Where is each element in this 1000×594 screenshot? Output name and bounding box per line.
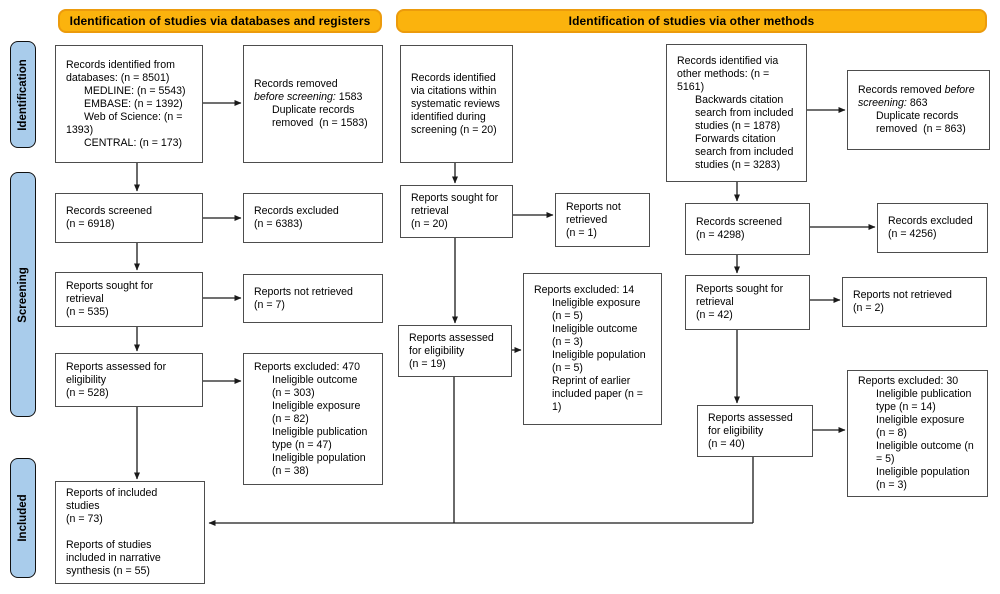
box-text-line: search from included xyxy=(695,106,794,119)
box-text-line: (n = 38) xyxy=(272,464,309,477)
box-text-line: databases: (n = 8501) xyxy=(66,71,170,84)
box-text-line: Ineligible publication xyxy=(876,388,972,400)
box-text-line: (n = 19) xyxy=(409,357,446,370)
box-text-line: before screening: 1583 xyxy=(254,91,363,103)
box-records-removed-before-screening-databases xyxy=(243,45,383,163)
box-reports-not-retrieved-databases xyxy=(243,274,383,323)
box-records-removed-before-screening-other xyxy=(847,70,990,150)
box-text-line: Reports excluded: 30 xyxy=(858,375,959,387)
box-records-excluded-databases xyxy=(243,193,383,243)
box-records-screened-databases xyxy=(55,193,203,243)
box-text-line: (n = 4298) xyxy=(696,229,745,241)
box-reports-sought-citations xyxy=(400,185,513,238)
box-reports-excluded-other xyxy=(847,370,988,497)
box-reports-excluded-citations xyxy=(523,273,662,425)
box-reports-included xyxy=(55,481,205,584)
box-text-line: screening (n = 20) xyxy=(411,123,497,136)
box-text-line: (n = 4256) xyxy=(888,228,937,240)
box-records-screened-other xyxy=(685,203,810,255)
box-text-line xyxy=(66,526,200,539)
box-text-line: retrieval xyxy=(411,205,449,217)
box-text-line: Ineligible population xyxy=(552,349,646,361)
box-text-line: (n = 7) xyxy=(254,298,285,311)
box-text-line: Ineligible outcome xyxy=(272,373,358,386)
box-text-line: studies xyxy=(66,500,100,512)
box-text-line: (n = 303) xyxy=(272,386,315,399)
box-text-line: Reports sought for xyxy=(66,280,154,292)
box-reports-sought-databases xyxy=(55,272,203,327)
box-text-line: (n = 6918) xyxy=(66,218,115,230)
box-text-line: Backwards citation xyxy=(695,93,784,106)
box-text-line: Records removed xyxy=(254,78,338,90)
box-records-identified-citations xyxy=(400,45,513,163)
box-text-line: studies (n = 1878) xyxy=(695,119,781,132)
box-text-line: removed (n = 1583) xyxy=(272,117,368,129)
stage-included-label: Included xyxy=(17,494,29,542)
box-text-line: eligibility xyxy=(66,373,107,386)
box-text-line: Records excluded xyxy=(254,205,339,217)
box-text-line: Reports not xyxy=(566,200,621,213)
box-text-line: Ineligible population xyxy=(272,451,366,464)
box-text-line: included in narrative xyxy=(66,552,161,564)
box-text-line: Ineligible exposure xyxy=(272,399,361,412)
box-records-excluded-other xyxy=(877,203,988,253)
box-text-line: Ineligible publication xyxy=(272,425,368,438)
box-text-line: systematic reviews xyxy=(411,97,500,110)
box-text-line: other methods: (n = xyxy=(677,67,770,80)
header-databases-registers: Identification of studies via databases and registers xyxy=(58,9,382,33)
box-text-line: Records identified via xyxy=(677,54,779,67)
box-text-line: Records identified xyxy=(411,71,496,84)
box-text-line: 5161) xyxy=(677,80,705,93)
box-text-line: Web of Science: (n = xyxy=(84,110,183,123)
box-reports-assessed-other xyxy=(697,405,813,457)
box-text-line: Reports not retrieved xyxy=(853,289,952,301)
box-text-line: (n = 20) xyxy=(411,218,448,230)
box-reports-not-retrieved-citations xyxy=(555,193,650,247)
box-text-line: 1) xyxy=(552,401,562,413)
box-text-line: Reports excluded: 470 xyxy=(254,360,361,373)
box-text-line: studies (n = 3283) xyxy=(695,158,781,171)
box-text-line: for eligibility xyxy=(708,424,764,437)
box-text-line: Reports of studies xyxy=(66,539,152,551)
box-text-line: removed (n = 863) xyxy=(876,123,966,135)
box-text-line: Reports assessed for xyxy=(66,360,167,373)
box-text-line: = 5) xyxy=(876,453,895,465)
box-text-line: Reports excluded: 14 xyxy=(534,284,635,296)
box-text-line: Ineligible outcome (n xyxy=(876,440,974,452)
box-text-line: type (n = 14) xyxy=(876,401,936,413)
box-text-line: Ineligible exposure xyxy=(876,414,965,426)
box-reports-assessed-citations xyxy=(398,325,512,377)
box-text-line: MEDLINE: (n = 5543) xyxy=(84,84,186,97)
box-text-line: Reports of included xyxy=(66,487,158,499)
box-text-line: (n = 528) xyxy=(66,386,109,399)
box-text-line: Records identified from xyxy=(66,58,175,71)
box-text-line: (n = 6383) xyxy=(254,218,303,230)
stage-identification-label: Identification xyxy=(17,58,29,131)
box-text-line: (n = 42) xyxy=(696,309,733,321)
box-text-line: (n = 3) xyxy=(876,479,907,491)
box-text-line: for eligibility xyxy=(409,344,465,357)
box-text-line: EMBASE: (n = 1392) xyxy=(84,97,183,110)
box-text-line: identified during xyxy=(411,110,486,123)
box-text-line: via citations within xyxy=(411,84,497,97)
box-text-line: (n = 8) xyxy=(876,427,907,439)
box-text-line: (n = 1) xyxy=(566,226,597,239)
box-text-line: retrieved xyxy=(566,213,608,226)
box-text-line: Records excluded xyxy=(888,215,973,227)
box-records-identified-databases xyxy=(55,45,203,163)
box-reports-excluded-databases xyxy=(243,353,383,485)
box-text-line: Reports assessed xyxy=(409,331,494,344)
box-text-line: (n = 3) xyxy=(552,336,583,348)
box-text-line: Records removed before xyxy=(858,84,975,96)
box-text-line: included paper (n = xyxy=(552,388,643,400)
box-text-line: (n = 73) xyxy=(66,513,103,525)
box-text-line: (n = 5) xyxy=(552,310,583,322)
box-text-line: screening: 863 xyxy=(858,97,928,109)
box-text-line: Reports assessed xyxy=(708,411,793,424)
box-text-line: Reports sought for xyxy=(696,283,784,295)
box-text-line: Duplicate records xyxy=(272,104,355,116)
box-reports-sought-other xyxy=(685,275,810,330)
box-text-line: (n = 5) xyxy=(552,362,583,374)
stage-screening-label: Screening xyxy=(17,266,29,323)
box-text-line: Reports sought for xyxy=(411,192,499,204)
box-text-line: Reprint of earlier xyxy=(552,375,631,387)
box-text-line: Reports not retrieved xyxy=(254,285,353,298)
box-text-line: search from included xyxy=(695,145,794,158)
box-text-line: (n = 535) xyxy=(66,306,109,318)
box-text-line: Records screened xyxy=(66,205,152,217)
box-text-line: CENTRAL: (n = 173) xyxy=(84,136,183,149)
box-text-line: (n = 2) xyxy=(853,302,884,314)
box-text-line: Ineligible exposure xyxy=(552,297,641,309)
header-other-methods: Identification of studies via other methods xyxy=(396,9,987,33)
box-text-line: retrieval xyxy=(696,296,734,308)
box-text-line: Forwards citation xyxy=(695,132,776,145)
box-text-line: type (n = 47) xyxy=(272,438,332,451)
box-text-line: 1393) xyxy=(66,123,94,136)
box-text-line: Ineligible outcome xyxy=(552,323,638,335)
box-text-line: retrieval xyxy=(66,293,104,305)
box-records-identified-other-methods xyxy=(666,44,807,182)
box-text-line: (n = 40) xyxy=(708,437,745,450)
box-reports-assessed-databases xyxy=(55,353,203,407)
box-text-line: Duplicate records xyxy=(876,110,959,122)
box-text-line: synthesis (n = 55) xyxy=(66,565,150,577)
box-reports-not-retrieved-other xyxy=(842,277,987,327)
box-text-line: Ineligible population xyxy=(876,466,970,478)
box-text-line: (n = 82) xyxy=(272,412,309,425)
box-text-line: Records screened xyxy=(696,216,782,228)
